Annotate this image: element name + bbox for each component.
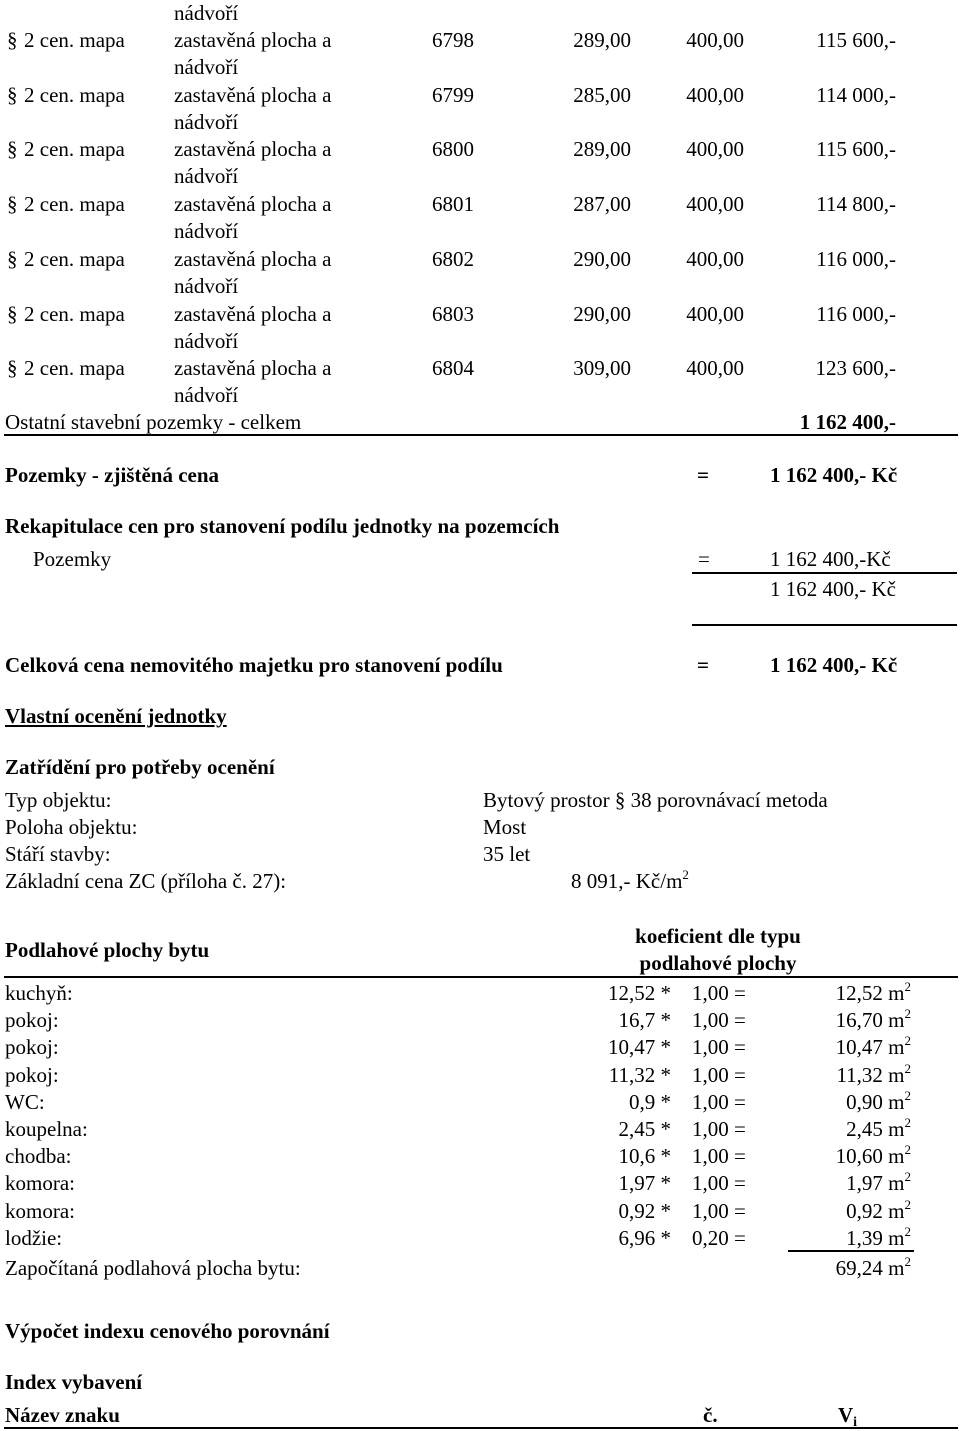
age-label: Stáří stavby: bbox=[5, 842, 111, 866]
parcel-number: 6804 bbox=[432, 356, 474, 381]
superscript: 2 bbox=[904, 1142, 911, 1158]
parcel-total: 115 600,- bbox=[816, 137, 896, 162]
map-name: 2 cen. mapa bbox=[24, 356, 125, 381]
parcel-area: 309,00 bbox=[573, 356, 631, 381]
land-type-continuation: nádvoří bbox=[174, 109, 239, 134]
room-result: 12,52 $m^2$ bbox=[835, 979, 911, 1005]
section-sign: § bbox=[7, 82, 18, 107]
parcel-total: 123 600,- bbox=[815, 356, 896, 381]
map-name: 2 cen. mapa bbox=[24, 28, 125, 52]
room-result: 11,32 $m^2$ bbox=[836, 1060, 911, 1087]
room-area: 0,92 * bbox=[618, 1198, 671, 1223]
parcel-area: 289,00 bbox=[573, 28, 631, 52]
base-price-value: 8 091,- $Kč/m^2$ bbox=[571, 867, 689, 893]
land-type: zastavěná plocha a bbox=[174, 356, 332, 381]
subtotal-label: Ostatní stavební pozemky - celkem bbox=[5, 410, 302, 434]
parcel-total: 115 600,- bbox=[816, 28, 896, 52]
section-sign: § bbox=[7, 137, 18, 162]
land-type-continuation: nádvoří bbox=[174, 55, 239, 79]
floor-total-value: 69,24 $m^2$ bbox=[835, 1254, 911, 1280]
superscript: 2 bbox=[904, 1254, 911, 1269]
room-area: 10,6 * bbox=[618, 1144, 671, 1169]
recap-item-value: 1 162 400,-Kč bbox=[770, 547, 891, 571]
parcel-total: 116 000,- bbox=[816, 246, 896, 271]
land-type: zastavěná plocha a bbox=[174, 28, 332, 52]
land-type: zastavěná plocha a bbox=[174, 192, 332, 217]
land-type-continuation: nádvoří bbox=[174, 328, 239, 353]
room-name: chodba: bbox=[5, 1144, 72, 1169]
land-type: zastavěná plocha a bbox=[174, 301, 332, 326]
land-type-continuation: nádvoří bbox=[174, 273, 239, 298]
map-name: 2 cen. mapa bbox=[24, 192, 125, 217]
room-area: 2,45 * bbox=[618, 1117, 671, 1141]
base-price-label: Základní cena ZC (příloha č. 27): bbox=[5, 869, 287, 893]
unit-price: 400,00 bbox=[686, 246, 744, 271]
parcel-area: 289,00 bbox=[573, 137, 631, 162]
room-coefficient: 1,00 = bbox=[692, 1171, 746, 1196]
room-coefficient: 0,20 = bbox=[692, 1225, 746, 1250]
floor-heading: Podlahové plochy bytu bbox=[5, 938, 210, 962]
floor-total-label: Započítaná podlahová plocha bytu: bbox=[5, 1256, 301, 1280]
recap-rule-1 bbox=[692, 572, 957, 574]
recap-heading: Rekapitulace cen pro stanovení podílu jednotky na pozemcích bbox=[5, 514, 560, 538]
index-header-rule bbox=[4, 1427, 958, 1429]
total-price-label: Celková cena nemovitého majetku pro stanovení podílu bbox=[5, 653, 503, 677]
room-result: 1,39 $m^2$ bbox=[846, 1223, 911, 1250]
object-type-name: Bytový prostor bbox=[483, 788, 610, 812]
room-area: 12,52 * bbox=[608, 981, 671, 1005]
parcel-number: 6800 bbox=[432, 137, 474, 162]
section-sign: § bbox=[614, 788, 626, 812]
room-coefficient: 1,00 = bbox=[692, 1198, 746, 1223]
recap-item-label: Pozemky bbox=[33, 547, 112, 571]
floor-sum-rule bbox=[788, 1250, 914, 1252]
subtotal-rule bbox=[4, 434, 958, 436]
superscript: 2 bbox=[904, 1223, 911, 1239]
object-type-label: Typ objektu: bbox=[5, 788, 112, 812]
superscript: 2 bbox=[904, 1060, 911, 1076]
room-name: koupelna: bbox=[5, 1117, 88, 1141]
land-type: zastavěná plocha a bbox=[174, 82, 332, 107]
land-price-label: Pozemky - zjištěná cena bbox=[5, 463, 220, 487]
classification-heading: Zatřídění pro potřeby ocenění bbox=[5, 755, 275, 779]
land-price-equals: = bbox=[697, 463, 709, 487]
superscript: 2 bbox=[904, 1006, 911, 1022]
section-sign: § bbox=[7, 301, 18, 326]
equipment-index-heading: Index vybavení bbox=[5, 1370, 143, 1394]
parcel-number: 6803 bbox=[432, 301, 474, 326]
room-coefficient: 1,00 = bbox=[692, 1035, 746, 1060]
column-vi: $V_i$ bbox=[838, 1403, 858, 1430]
parcel-area: 290,00 bbox=[573, 246, 631, 271]
room-name: komora: bbox=[5, 1171, 75, 1196]
room-area: 6,96 * bbox=[618, 1225, 671, 1250]
room-area: 10,47 * bbox=[608, 1035, 671, 1060]
room-coefficient: 1,00 = bbox=[692, 1089, 746, 1114]
section-sign: § bbox=[7, 192, 18, 217]
type-continuation: nádvoří bbox=[174, 1, 239, 25]
land-type-continuation: nádvoří bbox=[174, 219, 239, 244]
land-type: zastavěná plocha a bbox=[174, 246, 332, 271]
age-value: 35 let bbox=[483, 842, 531, 866]
room-name: lodžie: bbox=[5, 1225, 63, 1250]
land-price-value: 1 162 400,- Kč bbox=[770, 463, 898, 487]
land-type-continuation: nádvoří bbox=[174, 383, 239, 408]
land-type: zastavěná plocha a bbox=[174, 137, 332, 162]
room-result: 10,60 $m^2$ bbox=[835, 1142, 911, 1169]
object-type-method: 38 porovnávací metoda bbox=[630, 788, 828, 812]
map-name: 2 cen. mapa bbox=[24, 246, 125, 271]
room-result: 16,70 $m^2$ bbox=[835, 1006, 911, 1033]
section-sign: § bbox=[7, 28, 18, 52]
superscript: 2 bbox=[904, 1033, 911, 1049]
unit-price: 400,00 bbox=[686, 356, 744, 381]
subscript: i bbox=[853, 1415, 858, 1430]
room-result: 10,47 $m^2$ bbox=[835, 1033, 911, 1060]
room-area: 11,32 * bbox=[608, 1062, 671, 1087]
superscript: 2 bbox=[904, 979, 911, 994]
column-feature-name: Název znaku bbox=[5, 1403, 120, 1427]
parcel-total: 116 000,- bbox=[816, 301, 896, 326]
parcel-total: 114 000,- bbox=[816, 82, 896, 107]
recap-item-equals: = bbox=[698, 547, 710, 571]
recap-sum-value: 1 162 400,- Kč bbox=[770, 577, 896, 601]
recap-rule-2 bbox=[692, 624, 957, 626]
map-name: 2 cen. mapa bbox=[24, 82, 125, 107]
room-coefficient: 1,00 = bbox=[692, 1008, 746, 1033]
column-number: č. bbox=[703, 1403, 718, 1427]
room-coefficient: 1,00 = bbox=[692, 981, 746, 1005]
room-coefficient: 1,00 = bbox=[692, 1117, 746, 1141]
superscript: 2 bbox=[904, 1169, 911, 1185]
map-name: 2 cen. mapa bbox=[24, 301, 125, 326]
total-price-equals: = bbox=[697, 653, 709, 677]
room-name: komora: bbox=[5, 1198, 75, 1223]
room-area: 1,97 * bbox=[618, 1171, 671, 1196]
section-sign: § bbox=[7, 246, 18, 271]
unit-price: 400,00 bbox=[686, 192, 744, 217]
room-result: 2,45 $m^2$ bbox=[846, 1115, 911, 1141]
superscript: 2 bbox=[904, 1115, 911, 1130]
room-name: kuchyň: bbox=[5, 981, 73, 1005]
map-name: 2 cen. mapa bbox=[24, 137, 125, 162]
room-name: pokoj: bbox=[5, 1008, 59, 1033]
room-coefficient: 1,00 = bbox=[692, 1062, 746, 1087]
room-result: 0,92 $m^2$ bbox=[846, 1196, 911, 1223]
room-coefficient: 1,00 = bbox=[692, 1144, 746, 1169]
unit-price: 400,00 bbox=[686, 28, 744, 52]
parcel-area: 285,00 bbox=[573, 82, 631, 107]
superscript: 2 bbox=[904, 1196, 911, 1212]
parcel-number: 6799 bbox=[432, 82, 474, 107]
object-type-value bbox=[483, 790, 828, 811]
parcel-number: 6798 bbox=[432, 28, 474, 52]
unit-price: 400,00 bbox=[686, 137, 744, 162]
total-price-value: 1 162 400,- Kč bbox=[770, 653, 898, 677]
parcel-area: 290,00 bbox=[573, 301, 631, 326]
subtotal-value: 1 162 400,- bbox=[799, 410, 896, 434]
room-area: 16,7 * bbox=[618, 1008, 671, 1033]
room-name: pokoj: bbox=[5, 1035, 59, 1060]
unit-price: 400,00 bbox=[686, 301, 744, 326]
coef-heading-line-1: koeficient dle typu bbox=[635, 924, 801, 948]
parcel-total: 114 800,- bbox=[816, 192, 896, 217]
coef-heading-line-2: podlahové plochy bbox=[639, 951, 797, 975]
section-sign: § bbox=[7, 356, 18, 381]
location-value: Most bbox=[483, 815, 527, 839]
unit-price: 400,00 bbox=[686, 82, 744, 107]
room-result: 0,90 $m^2$ bbox=[846, 1087, 911, 1114]
own-valuation-heading: Vlastní ocenění jednotky bbox=[5, 704, 227, 728]
parcel-number: 6802 bbox=[432, 246, 474, 271]
location-label: Poloha objektu: bbox=[5, 815, 138, 839]
room-name: WC: bbox=[5, 1089, 45, 1114]
superscript: 2 bbox=[682, 867, 689, 882]
land-type-continuation: nádvoří bbox=[174, 164, 239, 189]
index-heading: Výpočet indexu cenového porovnání bbox=[5, 1319, 330, 1343]
room-result: 1,97 $m^2$ bbox=[846, 1169, 911, 1196]
superscript: 2 bbox=[904, 1087, 911, 1103]
room-name: pokoj: bbox=[5, 1062, 59, 1087]
room-area: 0,9 * bbox=[629, 1089, 671, 1114]
floor-header-rule bbox=[4, 976, 958, 978]
parcel-number: 6801 bbox=[432, 192, 474, 217]
parcel-area: 287,00 bbox=[573, 192, 631, 217]
